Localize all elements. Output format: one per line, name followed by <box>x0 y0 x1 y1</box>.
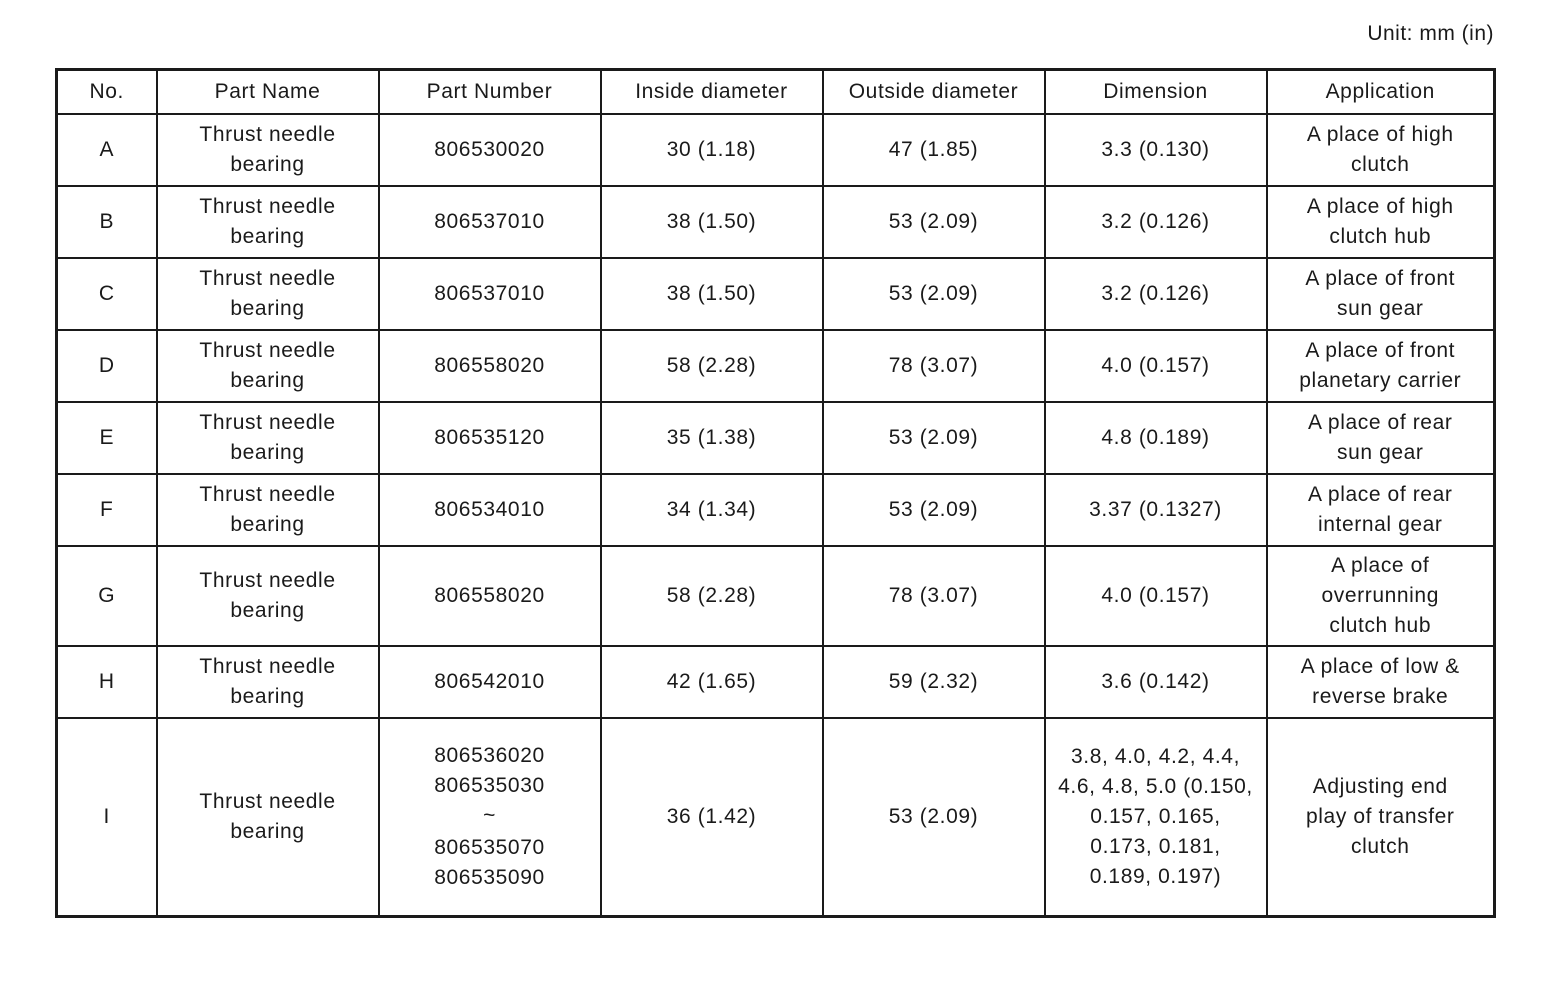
cell-part-name: Thrust needle bearing <box>157 546 379 646</box>
cell-no: A <box>57 114 157 186</box>
cell-outside-diameter: 78 (3.07) <box>823 330 1045 402</box>
cell-dimension: 4.0 (0.157) <box>1045 546 1267 646</box>
cell-outside-diameter: 53 (2.09) <box>823 718 1045 917</box>
table-row <box>57 546 1495 646</box>
cell-inside-diameter: 30 (1.18) <box>601 114 823 186</box>
cell-outside-diameter: 47 (1.85) <box>823 114 1045 186</box>
unit-label: Unit: mm (in) <box>1367 22 1494 45</box>
part-number-range-end: 806535070 806535090 <box>434 836 545 889</box>
cell-part-number: 806537010 <box>379 186 601 258</box>
cell-outside-diameter: 53 (2.09) <box>823 186 1045 258</box>
table-row <box>57 646 1495 718</box>
cell-part-number: 806558020 <box>379 546 601 646</box>
cell-dimension: 3.8, 4.0, 4.2, 4.4, 4.6, 4.8, 5.0 (0.150, 0.157, 0.165, 0.173, 0.181, 0.189, 0.197) <box>1045 718 1267 917</box>
cell-application: A place of high clutch hub <box>1267 186 1495 258</box>
cell-part-name: Thrust needle bearing <box>157 718 379 917</box>
cell-no: C <box>57 258 157 330</box>
part-number-range-separator: ~ <box>483 804 496 827</box>
cell-inside-diameter: 38 (1.50) <box>601 258 823 330</box>
cell-application: A place of front planetary carrier <box>1267 330 1495 402</box>
header-part-number: Part Number <box>379 70 601 115</box>
cell-inside-diameter: 58 (2.28) <box>601 546 823 646</box>
cell-part-number: 806537010 <box>379 258 601 330</box>
cell-dimension: 3.6 (0.142) <box>1045 646 1267 718</box>
cell-outside-diameter: 78 (3.07) <box>823 546 1045 646</box>
part-number-range-start: 806536020 806535030 <box>434 744 545 797</box>
cell-part-number: 806535120 <box>379 402 601 474</box>
cell-outside-diameter: 59 (2.32) <box>823 646 1045 718</box>
cell-no: E <box>57 402 157 474</box>
cell-inside-diameter: 34 (1.34) <box>601 474 823 546</box>
cell-application: A place of rear sun gear <box>1267 402 1495 474</box>
cell-application: Adjusting end play of transfer clutch <box>1267 718 1495 917</box>
cell-part-name: Thrust needle bearing <box>157 330 379 402</box>
table-header-row <box>57 70 1495 115</box>
header-dimension: Dimension <box>1045 70 1267 115</box>
cell-inside-diameter: 58 (2.28) <box>601 330 823 402</box>
cell-application: A place of rear internal gear <box>1267 474 1495 546</box>
cell-outside-diameter: 53 (2.09) <box>823 474 1045 546</box>
table-row <box>57 114 1495 186</box>
cell-dimension: 3.37 (0.1327) <box>1045 474 1267 546</box>
cell-dimension: 4.8 (0.189) <box>1045 402 1267 474</box>
header-part-name: Part Name <box>157 70 379 115</box>
cell-dimension: 3.2 (0.126) <box>1045 186 1267 258</box>
cell-no: G <box>57 546 157 646</box>
thrust-bearing-table <box>55 68 1496 918</box>
table-row <box>57 474 1495 546</box>
cell-part-name: Thrust needle bearing <box>157 114 379 186</box>
cell-part-number: 806530020 <box>379 114 601 186</box>
cell-inside-diameter: 42 (1.65) <box>601 646 823 718</box>
header-application: Application <box>1267 70 1495 115</box>
table-row <box>57 402 1495 474</box>
header-no: No. <box>57 70 157 115</box>
header-outside-diameter: Outside diameter <box>823 70 1045 115</box>
cell-part-name: Thrust needle bearing <box>157 646 379 718</box>
cell-application: A place of overrunning clutch hub <box>1267 546 1495 646</box>
cell-no: H <box>57 646 157 718</box>
cell-inside-diameter: 38 (1.50) <box>601 186 823 258</box>
cell-part-name: Thrust needle bearing <box>157 402 379 474</box>
table-row <box>57 330 1495 402</box>
table-row <box>57 186 1495 258</box>
cell-no: B <box>57 186 157 258</box>
table-row <box>57 718 1495 917</box>
cell-outside-diameter: 53 (2.09) <box>823 258 1045 330</box>
table-row <box>57 258 1495 330</box>
cell-outside-diameter: 53 (2.09) <box>823 402 1045 474</box>
cell-no: I <box>57 718 157 917</box>
cell-part-number: 806534010 <box>379 474 601 546</box>
cell-part-number <box>379 718 601 917</box>
cell-part-name: Thrust needle bearing <box>157 258 379 330</box>
cell-application: A place of front sun gear <box>1267 258 1495 330</box>
cell-dimension: 3.3 (0.130) <box>1045 114 1267 186</box>
cell-application: A place of low & reverse brake <box>1267 646 1495 718</box>
cell-dimension: 4.0 (0.157) <box>1045 330 1267 402</box>
cell-application: A place of high clutch <box>1267 114 1495 186</box>
cell-part-name: Thrust needle bearing <box>157 474 379 546</box>
cell-inside-diameter: 35 (1.38) <box>601 402 823 474</box>
cell-part-number: 806558020 <box>379 330 601 402</box>
cell-no: D <box>57 330 157 402</box>
cell-part-name: Thrust needle bearing <box>157 186 379 258</box>
header-inside-diameter: Inside diameter <box>601 70 823 115</box>
cell-no: F <box>57 474 157 546</box>
cell-part-number: 806542010 <box>379 646 601 718</box>
cell-inside-diameter: 36 (1.42) <box>601 718 823 917</box>
cell-dimension: 3.2 (0.126) <box>1045 258 1267 330</box>
